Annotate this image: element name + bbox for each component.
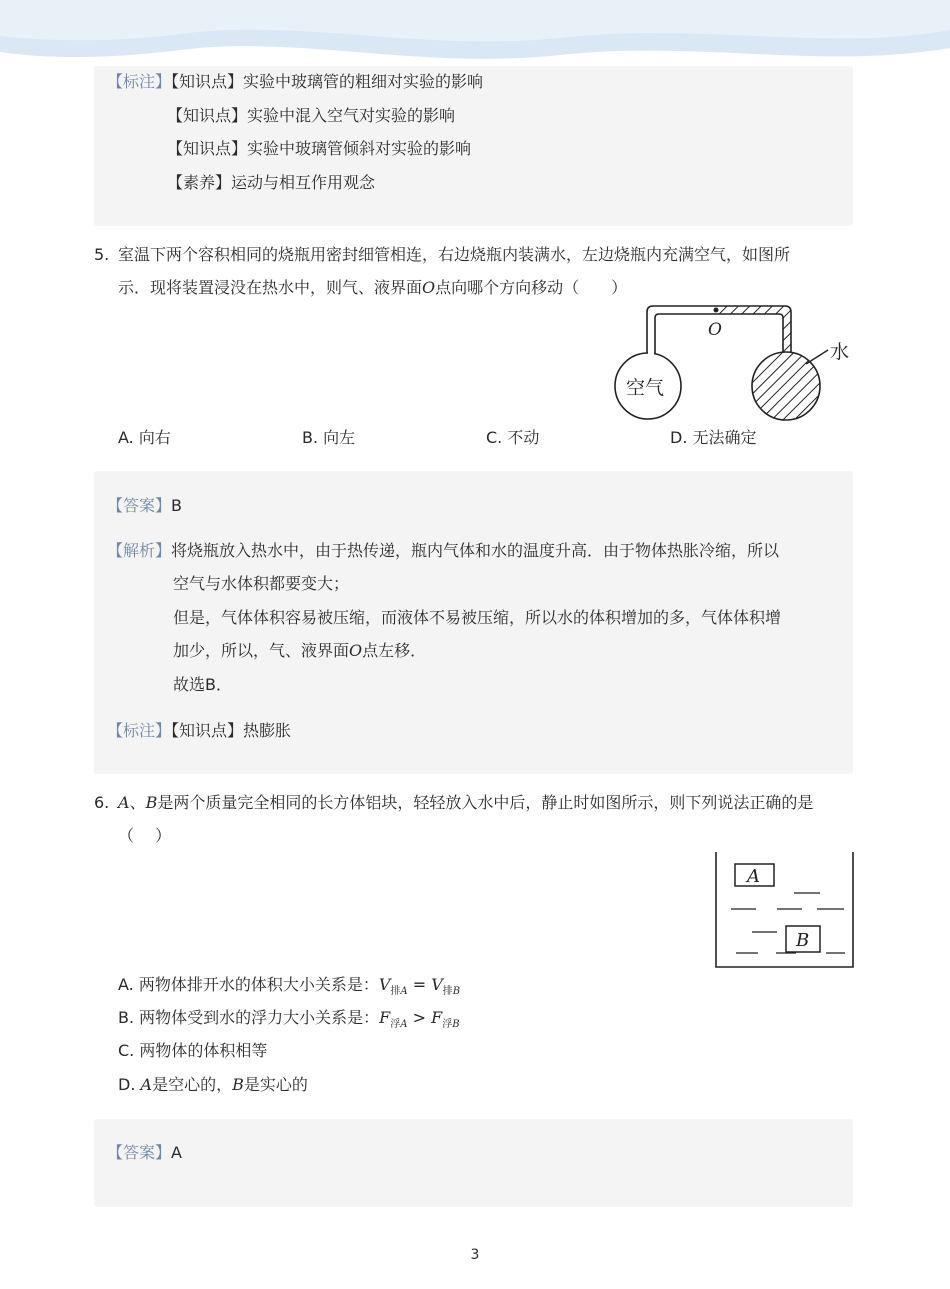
option-text: 向左 — [323, 428, 356, 447]
answer-value: A — [171, 1143, 182, 1162]
option-text: 两物体的体积相等 — [139, 1041, 268, 1060]
point-o-dot — [714, 308, 719, 313]
q5-stem-text: 点向哪个方向移动（ ） — [435, 278, 628, 297]
option-letter: D. — [118, 1075, 136, 1094]
option-letter: A. — [118, 975, 134, 994]
math-v: V — [431, 975, 443, 994]
q6-sep: 、 — [129, 793, 146, 812]
q4-note-item: 【知识点】实验中玻璃管倾斜对实验的影响 — [167, 139, 472, 158]
q4-note-item: 【知识点】实验中混入空气对实验的影响 — [167, 106, 456, 125]
note-tag: 【标注】 — [107, 721, 172, 740]
q5-analysis-line-1 — [107, 541, 779, 561]
math-sub: 排 — [390, 986, 401, 997]
option-letter: B. — [118, 1008, 135, 1027]
header-wave-decoration — [0, 0, 950, 70]
q6-answer-line — [107, 1143, 182, 1163]
option-text: 是空心的， — [152, 1075, 233, 1094]
q5-stem-text: 示．现将装置浸没在热水中，则气、液界面 — [118, 278, 423, 297]
math-v: V — [378, 975, 391, 994]
block-a-label: A — [747, 866, 760, 887]
q6-option-b[interactable] — [118, 1008, 460, 1035]
option-letter: C. — [118, 1041, 135, 1060]
option-letter: D. — [670, 428, 688, 447]
q5-answer-box — [94, 471, 853, 774]
analysis-point-o: O — [349, 641, 363, 660]
math-sub: 浮 — [442, 1019, 453, 1030]
point-o-label: O — [708, 320, 722, 340]
q5-option-b[interactable] — [302, 428, 355, 448]
q5-analysis-line-2: 空气与水体积都要变大； — [173, 574, 350, 593]
q6-number: 6. — [94, 793, 110, 812]
page-number: 3 — [470, 1247, 480, 1263]
math-sub-var: B — [452, 1019, 460, 1030]
q5-analysis-line-4 — [173, 641, 426, 661]
q5-point-o: O — [422, 278, 436, 297]
option-letter: B. — [302, 428, 319, 447]
q5-option-a[interactable] — [118, 428, 171, 448]
option-text: 是实心的 — [243, 1075, 308, 1094]
q4-note-line-1 — [107, 72, 483, 92]
math-sub-var: A — [400, 1019, 408, 1030]
block-b-label: B — [796, 930, 810, 951]
q6-var-b: B — [145, 793, 158, 812]
answer-tag: 【答案】 — [107, 496, 172, 515]
q6-option-a[interactable] — [118, 975, 460, 1002]
q4-note-item: 【素养】运动与相互作用观念 — [167, 173, 376, 192]
math-f: F — [431, 1008, 443, 1027]
option-text: 向右 — [138, 428, 171, 447]
q5-stem-line-2 — [118, 278, 627, 298]
q6-var-a: A — [118, 793, 130, 812]
q5-answer-line — [107, 496, 182, 516]
q6-answer-box — [94, 1119, 853, 1207]
q4-note-tag: 【标注】 — [107, 72, 172, 91]
math-op: = — [407, 975, 432, 994]
analysis-text: 加少，所以，气、液界面 — [173, 641, 350, 660]
q6-option-d[interactable] — [118, 1075, 308, 1095]
q6-stem-line-1 — [118, 793, 813, 813]
analysis-tag: 【解析】 — [107, 541, 172, 560]
math-sub: 排 — [442, 986, 453, 997]
q6-stem-text: 是两个质量完全相同的长方体铝块，轻轻放入水中后，静止时如图所示，则下列说法正确的是 — [157, 793, 814, 812]
answer-value: B — [171, 496, 182, 515]
water-label: 水 — [830, 341, 850, 363]
option-text: 两物体受到水的浮力大小关系是： — [139, 1008, 380, 1027]
q5-stem-line-1: 室温下两个容积相同的烧瓶用密封细管相连，右边烧瓶内装满水，左边烧瓶内充满空气，如图所 — [118, 245, 791, 264]
q6-container-figure — [712, 850, 857, 972]
math-sub-var: A — [400, 986, 408, 997]
note-text: 【知识点】热膨胀 — [171, 721, 292, 740]
option-text: 不动 — [507, 428, 540, 447]
air-label: 空气 — [626, 377, 665, 399]
q4-notes-box — [94, 66, 853, 226]
q5-note-line — [107, 721, 291, 741]
answer-tag: 【答案】 — [107, 1143, 172, 1162]
q5-analysis-line-5: 故选B． — [173, 675, 232, 694]
q6-option-c[interactable] — [118, 1041, 267, 1061]
math-op: > — [407, 1008, 432, 1027]
math-f: F — [379, 1008, 391, 1027]
analysis-text: 将烧瓶放入热水中，由于热传递，瓶内气体和水的温度升高．由于物体热胀冷缩，所以 — [171, 541, 780, 560]
q5-flask-figure — [608, 300, 858, 425]
option-text: 两物体排开水的体积大小关系是： — [138, 975, 379, 994]
q5-analysis-line-3: 但是，气体体积容易被压缩，而液体不易被压缩，所以水的体积增加的多，气体体积增 — [173, 608, 782, 627]
q6-stem-line-2: （ ） — [118, 826, 172, 845]
q5-option-c[interactable] — [486, 428, 539, 448]
analysis-text: 点左移． — [362, 641, 427, 660]
q4-note-item: 【知识点】实验中玻璃管的粗细对实验的影响 — [171, 72, 484, 91]
option-letter: C. — [486, 428, 503, 447]
option-var: B — [232, 1075, 244, 1094]
option-letter: A. — [118, 428, 134, 447]
q5-option-d[interactable] — [670, 428, 757, 448]
math-sub-var: B — [452, 986, 461, 997]
q5-number: 5. — [94, 245, 110, 264]
option-text: 无法确定 — [692, 428, 757, 447]
math-sub: 浮 — [390, 1019, 401, 1030]
option-var: A — [140, 1075, 153, 1094]
